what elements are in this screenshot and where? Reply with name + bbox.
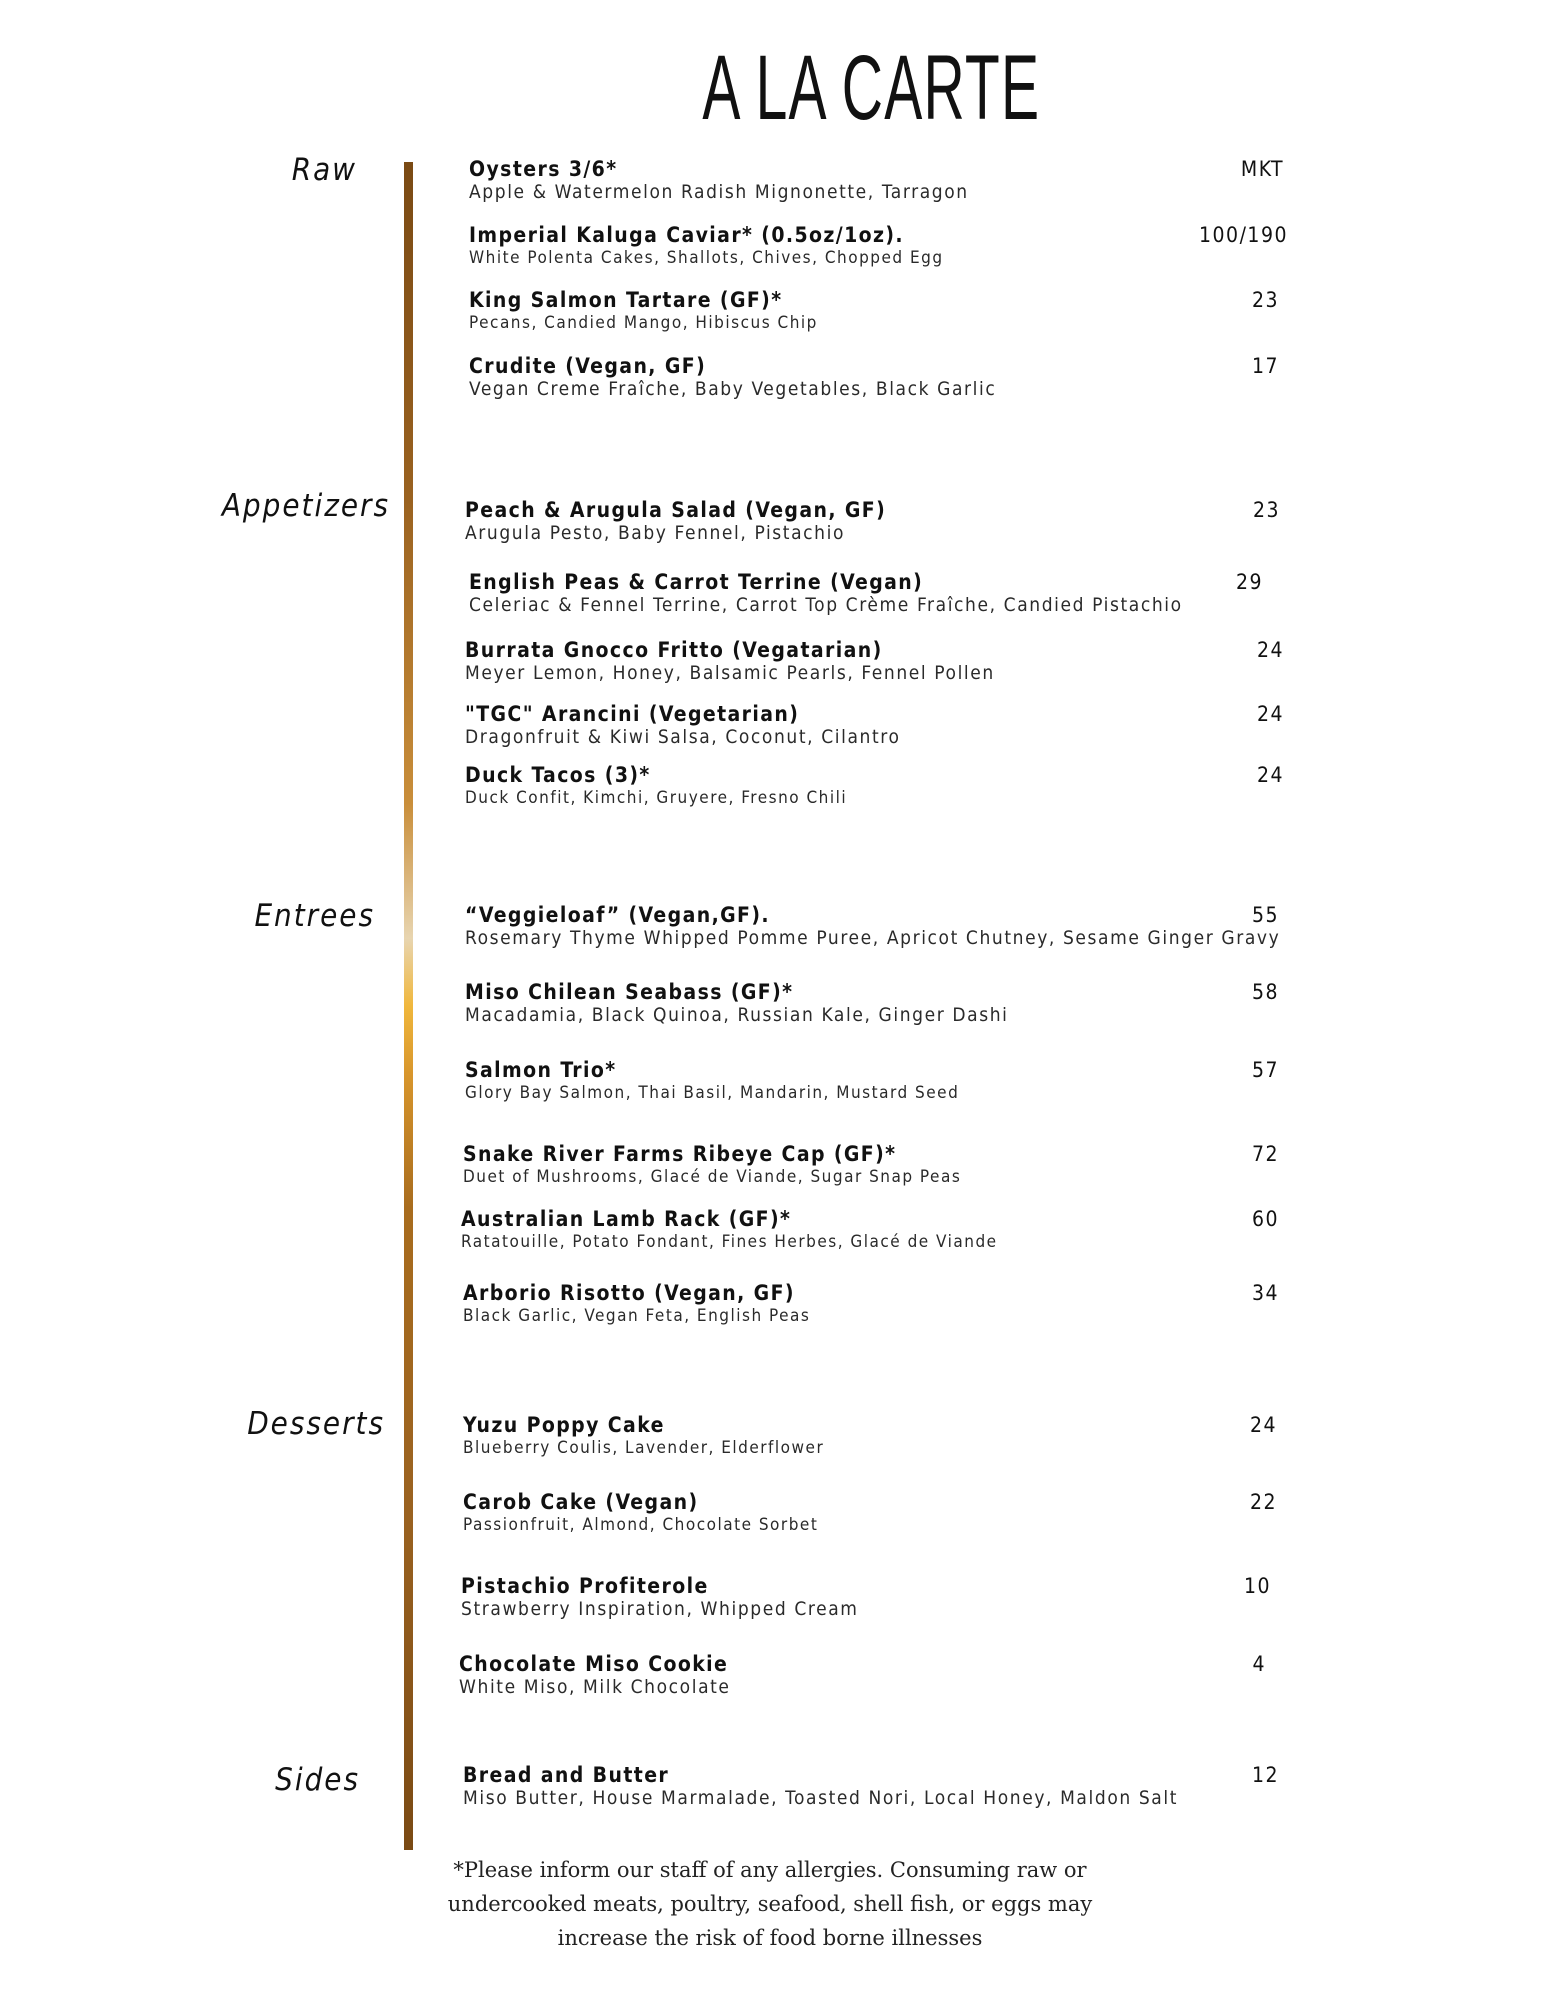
item-name: Australian Lamb Rack (GF)*	[461, 1207, 792, 1231]
item-description: Vegan Creme Fraîche, Baby Vegetables, Black Garlic	[469, 378, 997, 400]
item-description: Duet of Mushrooms, Glacé de Viande, Sugar Snap Peas	[463, 1167, 962, 1187]
item-name: English Peas & Carrot Terrine (Vegan)	[469, 570, 924, 594]
item-price: 12	[1251, 1763, 1279, 1787]
item-name: Duck Tacos (3)*	[465, 763, 651, 787]
item-description: Ratatouille, Potato Fondant, Fines Herbes, Glacé de Viande	[461, 1232, 998, 1252]
menu-item	[463, 1281, 810, 1328]
item-price: 23	[1252, 498, 1280, 522]
item-price: 55	[1251, 903, 1279, 927]
menu-item	[469, 570, 1183, 617]
menu-item	[465, 702, 901, 749]
item-price: 60	[1251, 1207, 1279, 1231]
item-description: Dragonfruit & Kiwi Salsa, Coconut, Cilantro	[465, 726, 901, 748]
menu-item	[469, 288, 818, 335]
item-description: White Polenta Cakes, Shallots, Chives, Chopped Egg	[469, 248, 944, 268]
disclaimer-line: *Please inform our staff of any allergies. Consuming raw or	[453, 1858, 1087, 1882]
allergy-disclaimer	[420, 1853, 1120, 1955]
item-price: 10	[1243, 1574, 1271, 1598]
menu-item	[463, 1142, 961, 1189]
menu-item	[465, 638, 995, 685]
item-name: Imperial Kaluga Caviar* (0.5oz/1oz).	[469, 223, 905, 247]
item-name: Burrata Gnocco Fritto (Vegatarian)	[465, 638, 883, 662]
item-description: Rosemary Thyme Whipped Pomme Puree, Apricot Chutney, Sesame Ginger Gravy	[465, 927, 1281, 949]
item-price: 57	[1251, 1058, 1279, 1082]
menu-item	[463, 1763, 1178, 1810]
item-price: 24	[1256, 702, 1284, 726]
menu-title: A LA CARTE	[702, 37, 1041, 139]
item-description: Pecans, Candied Mango, Hibiscus Chip	[469, 313, 818, 333]
item-price: 29	[1235, 570, 1263, 594]
menu-item	[465, 1058, 959, 1105]
item-name: Arborio Risotto (Vegan, GF)	[463, 1281, 795, 1305]
disclaimer-line: increase the risk of food borne illnesses	[557, 1926, 983, 1950]
section-divider-rule	[404, 162, 413, 1850]
item-price: 58	[1251, 980, 1279, 1004]
item-name: Salmon Trio*	[465, 1058, 617, 1082]
menu-item	[469, 157, 969, 204]
item-description: Arugula Pesto, Baby Fennel, Pistachio	[465, 522, 846, 544]
item-price: 23	[1251, 288, 1279, 312]
menu-item	[465, 903, 1280, 950]
item-price: 100/190	[1199, 223, 1288, 247]
item-name: Crudite (Vegan, GF)	[469, 354, 707, 378]
item-price: 22	[1249, 1490, 1277, 1514]
section-label-desserts: Desserts	[247, 1406, 385, 1442]
item-price: 24	[1256, 638, 1284, 662]
item-description: Blueberry Coulis, Lavender, Elderflower	[463, 1438, 825, 1458]
item-price: 17	[1251, 354, 1279, 378]
item-name: "TGC" Arancini (Vegetarian)	[465, 702, 800, 726]
menu-item	[465, 498, 886, 545]
item-description: Duck Confit, Kimchi, Gruyere, Fresno Chili	[465, 788, 848, 808]
item-price: 24	[1249, 1413, 1277, 1437]
menu-item	[459, 1652, 731, 1699]
section-label-entrees: Entrees	[254, 898, 375, 934]
item-name: Snake River Farms Ribeye Cap (GF)*	[463, 1142, 897, 1166]
menu-item	[465, 980, 1009, 1027]
item-price: 24	[1256, 763, 1284, 787]
menu-item	[463, 1413, 824, 1460]
item-price: 72	[1251, 1142, 1279, 1166]
item-name: Bread and Butter	[463, 1763, 670, 1787]
item-name: Peach & Arugula Salad (Vegan, GF)	[465, 498, 887, 522]
section-label-sides: Sides	[275, 1762, 360, 1798]
menu-item	[469, 354, 996, 401]
item-name: Pistachio Profiterole	[461, 1574, 709, 1598]
item-price: 34	[1251, 1281, 1279, 1305]
menu-item	[469, 223, 944, 270]
item-description: Macadamia, Black Quinoa, Russian Kale, Ginger Dashi	[465, 1004, 1009, 1026]
menu-item	[461, 1574, 859, 1621]
item-description: Strawberry Inspiration, Whipped Cream	[461, 1598, 859, 1620]
item-description: Glory Bay Salmon, Thai Basil, Mandarin, Mustard Seed	[465, 1083, 960, 1103]
item-name: Oysters 3/6*	[469, 157, 618, 181]
item-price: MKT	[1240, 157, 1284, 181]
item-name: “Veggieloaf” (Vegan,GF).	[465, 903, 770, 927]
item-name: King Salmon Tartare (GF)*	[469, 288, 783, 312]
item-description: Meyer Lemon, Honey, Balsamic Pearls, Fennel Pollen	[465, 662, 995, 684]
menu-item	[465, 763, 847, 810]
item-description: Passionfruit, Almond, Chocolate Sorbet	[463, 1515, 819, 1535]
item-description: Apple & Watermelon Radish Mignonette, Tarragon	[469, 181, 969, 203]
section-label-raw: Raw	[291, 152, 357, 188]
menu-item	[461, 1207, 998, 1254]
item-description: Celeriac & Fennel Terrine, Carrot Top Crème Fraîche, Candied Pistachio	[469, 594, 1183, 616]
item-name: Miso Chilean Seabass (GF)*	[465, 980, 794, 1004]
item-description: White Miso, Milk Chocolate	[459, 1676, 731, 1698]
item-name: Chocolate Miso Cookie	[459, 1652, 729, 1676]
disclaimer-line: undercooked meats, poultry, seafood, shell fish, or eggs may	[447, 1892, 1093, 1916]
item-description: Black Garlic, Vegan Feta, English Peas	[463, 1306, 811, 1326]
item-price: 4	[1252, 1652, 1266, 1676]
item-description: Miso Butter, House Marmalade, Toasted Nori, Local Honey, Maldon Salt	[463, 1787, 1179, 1809]
menu-item	[463, 1490, 818, 1537]
item-name: Yuzu Poppy Cake	[463, 1413, 665, 1437]
section-label-appetizers: Appetizers	[221, 488, 390, 524]
item-name: Carob Cake (Vegan)	[463, 1490, 699, 1514]
